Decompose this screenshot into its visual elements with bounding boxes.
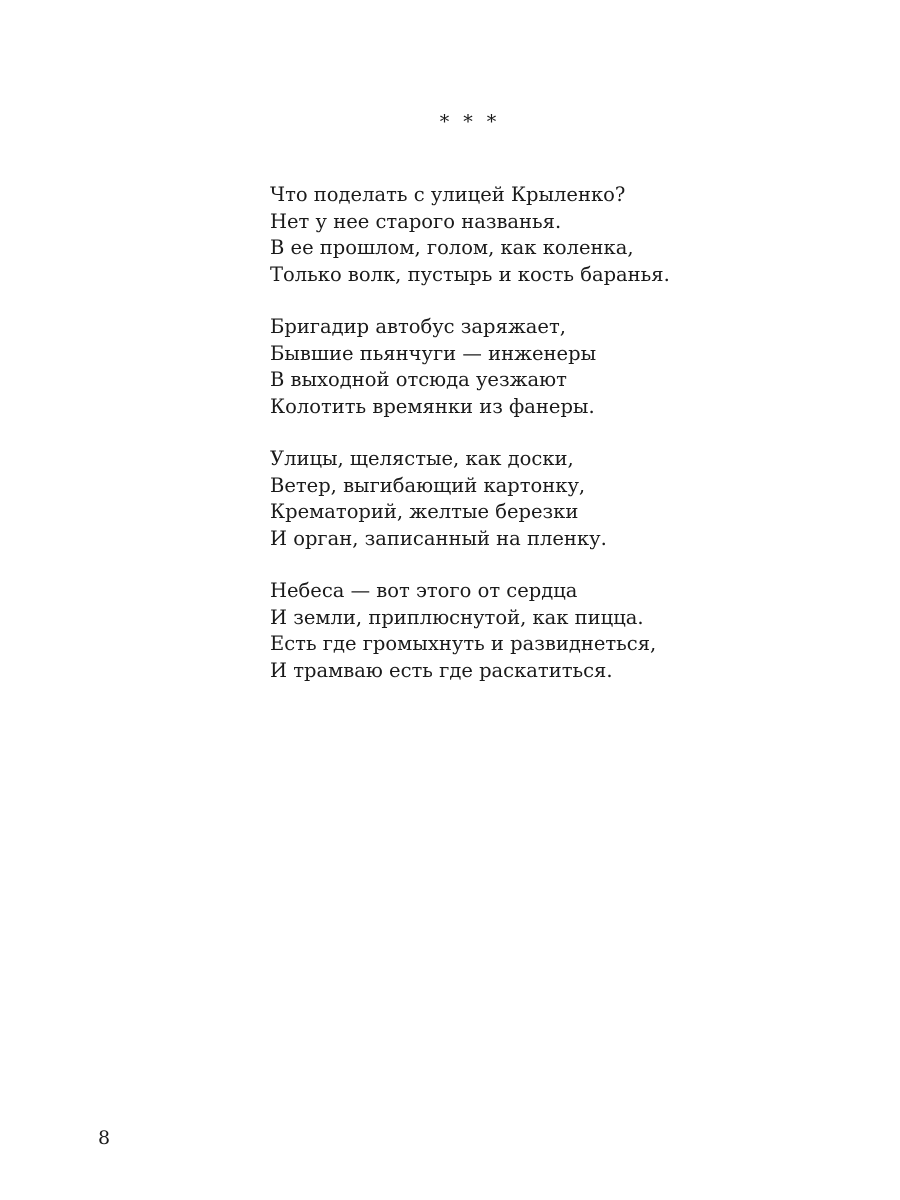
poem-line: Бригадир автобус заряжает, [270,315,566,338]
poem-line: Что поделать с улицей Крыленко? [270,183,626,206]
poem-line: Небеса — вот этого от сердца [270,579,578,602]
poem-line: Бывшие пьянчуги — инженеры [270,341,597,365]
poem-line: Только волк, пустырь и кость баранья. [270,262,670,286]
poem-line: Колотить времянки из фанеры. [270,394,595,418]
poem-line: В ее прошлом, голом, как коленка, [270,236,634,259]
poem [270,182,830,710]
stanza-3 [270,446,830,552]
stanza-2 [270,314,830,420]
poem-line: И орган, записанный на пленку. [270,526,607,550]
poem-line: И трамваю есть где раскатиться. [270,658,613,682]
section-separator: * * * [439,111,501,133]
poem-line: Крематорий, желтые березки [270,500,579,523]
page-number: 8 [98,1127,111,1149]
poem-line: Нет у нее старого названья. [270,209,562,233]
stanza-1 [270,182,830,288]
poem-line: В выходной отсюда уезжают [270,368,567,391]
poem-line: И земли, приплюснутой, как пицца. [270,605,644,629]
poem-line: Улицы, щелястые, как доски, [270,447,574,470]
poem-line: Есть где громыхнуть и развиднеться, [270,632,657,655]
stanza-4 [270,578,830,684]
poem-line: Ветер, выгибающий картонку, [270,473,586,497]
